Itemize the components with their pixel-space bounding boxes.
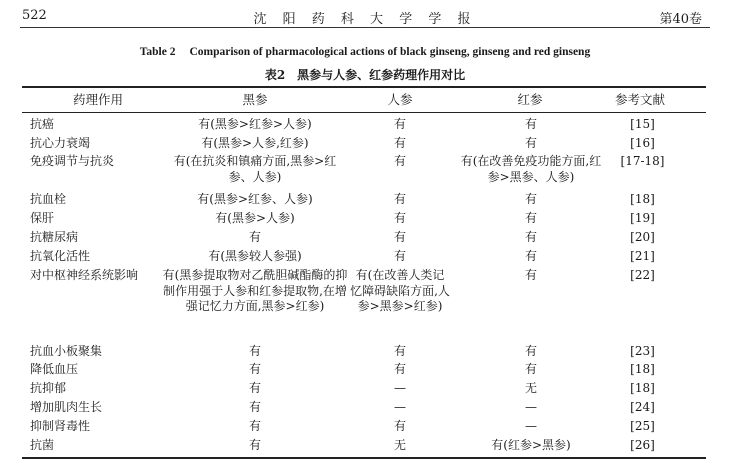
table-cell-black: 有(黑参>红参>人参) [198,117,312,131]
table-cell-ref: [18] [630,192,655,206]
table-cell-red: 有 [524,344,537,358]
table-cell-ginseng: 有 [393,249,406,263]
table-cell-ref: [15] [630,117,655,131]
caption-en-text: Comparison of pharmacological actions of black ginseng, ginseng and red ginseng [189,46,591,58]
table-cell-red: 有 [524,249,537,263]
table-cell-red: 有(在改善免疫功能方面,红参>黑参、人参) [460,154,602,184]
table-cell-black: 有(黑参>人参) [215,211,295,225]
column-header: 黑参 [242,92,268,107]
table-cell-action: 抗癌 [30,117,55,131]
table-cell-ref: [16] [630,136,655,150]
header-divider [20,27,710,28]
table-cell-action: 降低血压 [30,362,79,376]
table-cell-action: 抑制肾毒性 [30,419,91,433]
table-cell-action: 抗心力衰竭 [30,136,91,150]
table-cell-red: 有(红参>黑参) [491,438,571,452]
table-cell-action: 对中枢神经系统影响 [30,268,139,282]
table-cell-ref: [20] [630,230,655,244]
table-cell-black: 有 [248,230,261,244]
table-cell-ref: [18] [630,381,655,395]
caption-zh-label: 表2 [264,68,286,82]
table-cell-ref: [22] [630,268,655,282]
table-caption-chinese [0,66,730,83]
table-cell-ref: [17-18] [620,154,665,168]
table-cell-black: 有(在抗炎和镇痛方面,黑参>红参、人参) [173,154,337,184]
page-number: 522 [22,8,47,23]
column-header: 人参 [387,92,413,107]
table-cell-red: 无 [524,381,537,395]
table-caption-english [0,46,730,58]
table-cell-red: 有 [524,192,537,206]
table-cell-red: 有 [524,268,537,282]
column-header: 参考文献 [615,92,666,107]
table-cell-red: 有 [524,211,537,225]
caption-en-label: Table 2 [139,46,176,58]
table-cell-ginseng: 有 [393,344,406,358]
table-cell-ginseng: 有 [393,117,406,131]
table-cell-ref: [25] [630,419,655,433]
column-header: 药理作用 [73,92,124,107]
table-cell-action: 保肝 [30,211,55,225]
table-cell-red: 有 [524,117,537,131]
table-cell-action: 抗血栓 [30,192,67,206]
table-header-rule [22,112,706,113]
table-cell-ref: [18] [630,362,655,376]
table-cell-black: 有(黑参提取物对乙酰胆碱酯酶的抑制作用强于人参和红参提取物,在增强记忆力方面,黑参>红参) [162,268,348,313]
table-top-rule [22,86,706,88]
table-cell-ginseng: — [394,381,406,395]
table-cell-ginseng: 有 [393,136,406,150]
table-bottom-rule [22,457,706,459]
table-cell-black: 有 [248,400,261,414]
table-cell-ginseng: 有 [393,192,406,206]
table-cell-action: 抗血小板聚集 [30,344,103,358]
table-cell-ginseng: 有 [393,154,406,168]
table-cell-action: 增加肌肉生长 [30,400,103,414]
table-cell-ref: [24] [630,400,655,414]
table-cell-black: 有 [248,438,261,452]
table-cell-ginseng: 有(在改善人类记忆障碍缺陷方面,人参>黑参>红参) [350,268,450,313]
table-cell-red: 有 [524,136,537,150]
table-cell-ref: [23] [630,344,655,358]
table-cell-action: 抗氧化活性 [30,249,91,263]
journal-title: 沈 阳 药 科 大 学 学 报 [253,12,477,27]
table-cell-action: 抗抑郁 [30,381,67,395]
table-cell-red: 有 [524,362,537,376]
table-cell-action: 抗菌 [30,438,55,452]
table-cell-action: 免疫调节与抗炎 [30,154,115,168]
table-cell-black: 有 [248,344,261,358]
table-cell-black: 有(黑参>人参,红参) [201,136,309,150]
table-cell-ref: [26] [630,438,655,452]
table-cell-ginseng: — [394,400,406,414]
table-cell-ref: [21] [630,249,655,263]
table-cell-ginseng: 有 [393,362,406,376]
table-cell-black: 有(黑参>红参、人参) [197,192,313,206]
table-cell-black: 有 [248,419,261,433]
table-cell-ginseng: 无 [393,438,406,452]
table-cell-ginseng: 有 [393,230,406,244]
table-cell-black: 有(黑参较人参强) [208,249,302,263]
table-cell-action: 抗糖尿病 [30,230,79,244]
column-header: 红参 [517,92,543,107]
table-cell-ginseng: 有 [393,419,406,433]
table-cell-ginseng: 有 [393,211,406,225]
running-header [0,6,730,28]
table-cell-black: 有 [248,362,261,376]
table-cell-red: 有 [524,230,537,244]
table-cell-red: — [525,400,537,414]
volume-label: 第40卷 [659,12,702,27]
caption-zh-text: 黑参与人参、红参药理作用对比 [297,68,466,82]
table-cell-black: 有 [248,381,261,395]
table-cell-ref: [19] [630,211,655,225]
table-cell-red: — [525,419,537,433]
